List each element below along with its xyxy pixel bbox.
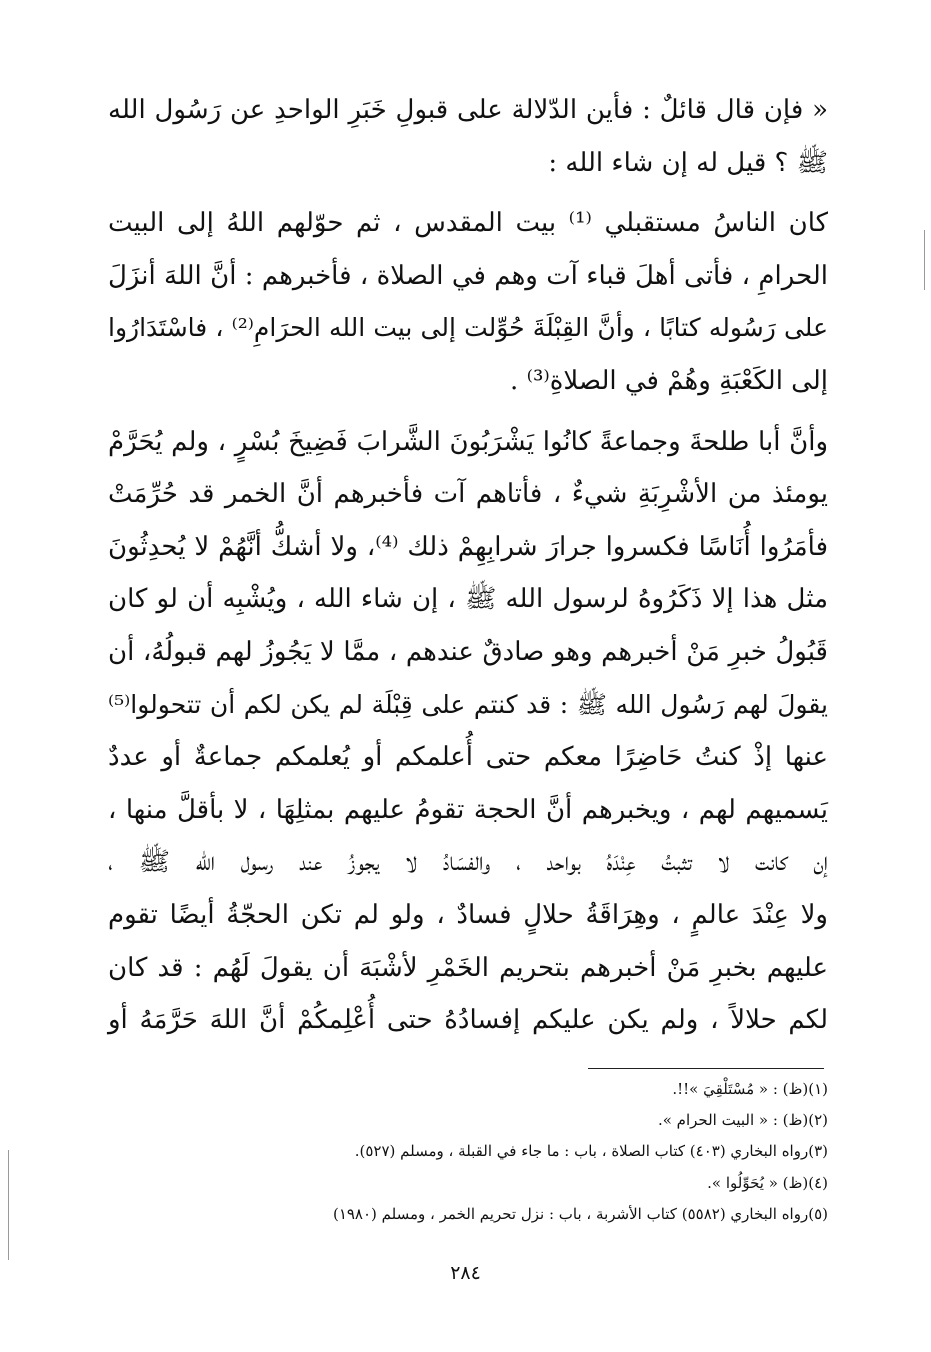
main-body-text [108,84,828,1047]
text-line: يَسميهم لهم ، ويخبرهم أنَّ الحجة تقومُ عليهم بمثلِهَا ، لا بأقلَّ منها ، [108,794,828,825]
text-line: لكم حلالاً ، ولم يكن عليكم إفسادُهُ حتى أُعْلِمكُمْ أنَّ اللهَ حَرَّمَهُ أو [108,1005,828,1036]
page-number: ٢٨٤ [450,1262,481,1284]
text-line: الحرامِ ، فأتى أهلَ قباء آت وهم في الصلاة ، فأخبرهم : أنَّ اللهَ أنزَلَ [108,260,828,291]
footnote-separator-rule [588,1068,824,1069]
text-line: على رَسُوله كتابًا ، وأنَّ القِبْلَةَ حُوِّلت إلى بيت الله الحرَامِ⁽²⁾ ، فاسْتَدَارُوا [108,313,828,343]
text-line: ولا عِنْدَ عالمٍ ، وهِرَاقَةُ حلالٍ فسادٌ ، ولو لم تكن الحجّةُ أيضًا تقوم [108,899,828,930]
text-line: يقولَ لهم رَسُول الله ﷺ : قد كنتم على قِبْلَة لم يكن لكم أن تتحولوا⁽⁵⁾ [108,689,828,719]
footnote-5: (٥)رواه البخاري (٥٥٨٢) كتاب الأشربة ، باب : نزل تحريم الخمر ، ومسلم (١٩٨٠) [332,1204,828,1223]
right-scan-edge-mark [924,230,925,290]
paragraph-question [108,84,828,189]
footnote-3: (٣)رواه البخاري (٤٠٣) كتاب الصلاة ، باب : ما جاء في القبلة ، ومسلم (٥٢٧). [354,1142,828,1161]
text-line: يومئذ من الأشْرِبَةِ شيءٌ ، فأتاهم آت فأخبرهم أنَّ الخمر قد حُرِّمَتْ [108,479,828,510]
text-line: ﷺ ؟ قيل له إن شاء الله : [548,147,828,178]
footnotes [160,1074,828,1230]
text-line: عليهم بخبرِ مَنْ أخبرهم بتحريم الخَمْرِ لأشْبَهَ أن يقولَ لَهُم : قد كان [108,952,828,983]
text-line: مثل هذا إلا ذَكَرُوهُ لرسول الله ﷺ ، إن شاء الله ، ويُشْبِه أن لو كان [108,584,828,615]
text-line: وأنَّ أبا طلحةَ وجماعةً كانُوا يَشْرَبُونَ الشَّرابَ فَضِيخَ بُسْرٍ ، ولم يُحَرَّمْ [108,426,828,457]
paragraph-abu-talha [108,416,828,1047]
text-line: إن كانت لا تثبتُ عِنْدَهُ بواحد ، والفسَادُ لا يجوزُ عند رسول الله ﷺ ، [108,847,828,878]
text-line: « فإن قال قائلٌ : فأين الدّلالة على قبولِ خَبَرِ الواحدِ عن رَسُول الله [108,95,828,125]
left-scan-edge-mark [8,1150,9,1260]
footnote-1: (١)(ظ) : « مُسْتَلْقِيَ »!!. [672,1080,828,1098]
text-line: قَبُولُ خبرِ مَنْ أخبرهم وهو صادقٌ عندهم ، ممَّا لا يَجُوزُ لهم قبولُهُ، أن [108,636,828,667]
text-line: كان الناسُ مستقبلي ⁽¹⁾ بيت المقدس ، ثم حوّلهم اللهُ إلى البيت [108,208,829,239]
text-line: إلى الكَعْبَةِ وهُمْ في الصلاةِ⁽³⁾ . [510,365,828,396]
footnote-4: (٤)(ظ) « يُحَوِّلُوا ». [707,1173,828,1192]
text-line: فأمَرُوا أُنَاسًا فكسروا جرارَ شرابِهِمْ ذلك ⁽⁴⁾، ولا أشكُّ أنَّهُمْ لا يُحدِثُونَ [108,531,828,562]
paragraph-qibla [108,197,828,407]
text-line: عنها إذْ كنتُ حَاضِرًا معكم حتى أُعلمكم أو يُعلمكم جماعةٌ أو عددٌ [108,742,828,773]
footnote-2: (٢)(ظ) : « البيت الحرام ». [657,1111,828,1130]
